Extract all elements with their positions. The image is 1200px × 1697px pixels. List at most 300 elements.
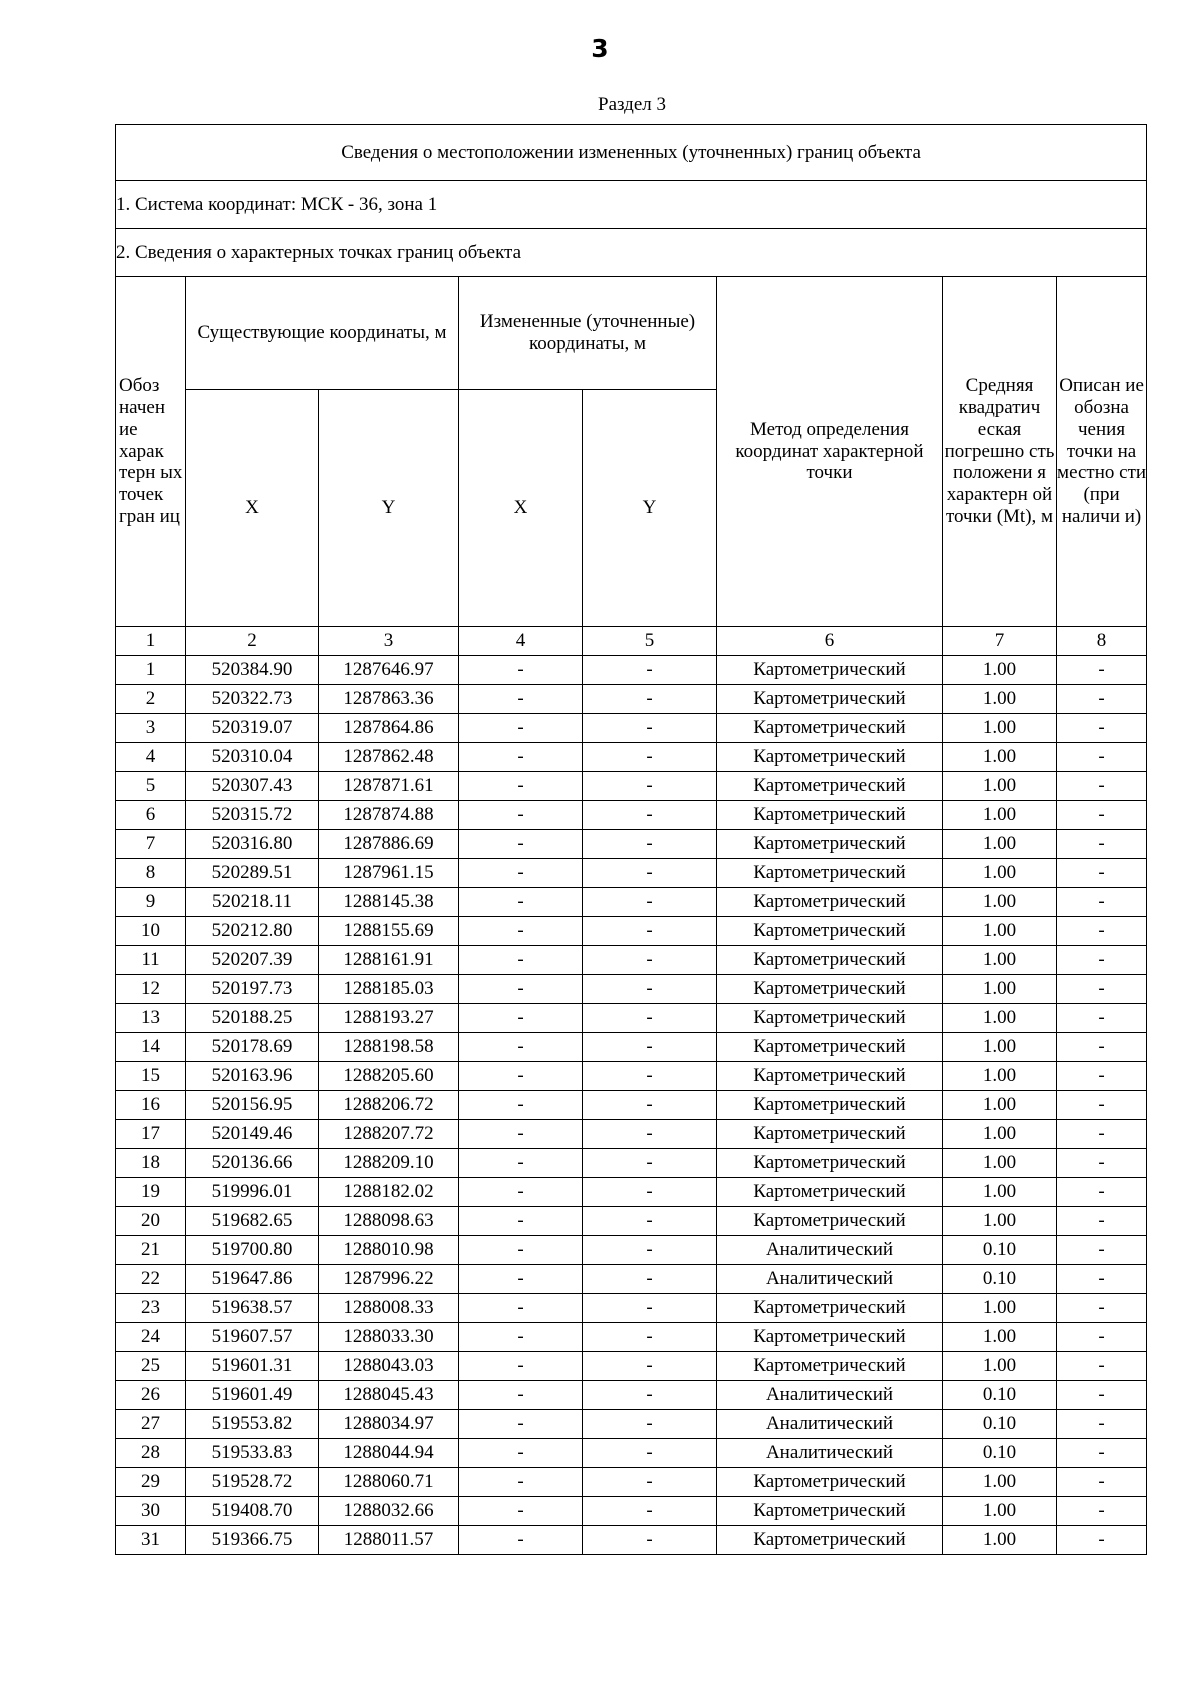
cell-accuracy: 1.00 bbox=[943, 975, 1057, 1004]
table-row bbox=[116, 1265, 1147, 1294]
column-number: 8 bbox=[1057, 627, 1147, 656]
cell-description: - bbox=[1057, 1439, 1147, 1468]
cell-method: Картометрический bbox=[717, 859, 943, 888]
cell-changed-y: - bbox=[583, 1236, 717, 1265]
table-row bbox=[116, 1120, 1147, 1149]
cell-existing-x: 519601.49 bbox=[186, 1381, 319, 1410]
cell-existing-y: 1287863.36 bbox=[319, 685, 459, 714]
cell-description: - bbox=[1057, 1294, 1147, 1323]
cell-method: Картометрический bbox=[717, 1352, 943, 1381]
cell-description: - bbox=[1057, 1207, 1147, 1236]
header-description: Описан ие обозна чения точки на местно сти (при наличи и) bbox=[1057, 277, 1147, 627]
cell-existing-y: 1287862.48 bbox=[319, 743, 459, 772]
table-body bbox=[116, 656, 1147, 1555]
cell-point-number: 7 bbox=[116, 830, 186, 859]
cell-existing-x: 520319.07 bbox=[186, 714, 319, 743]
cell-description: - bbox=[1057, 1352, 1147, 1381]
cell-method: Картометрический bbox=[717, 1120, 943, 1149]
table-row bbox=[116, 830, 1147, 859]
column-number: 5 bbox=[583, 627, 717, 656]
cell-accuracy: 0.10 bbox=[943, 1381, 1057, 1410]
cell-point-number: 20 bbox=[116, 1207, 186, 1236]
header-existing-coordinates: Существующие координаты, м bbox=[186, 277, 459, 390]
cell-method: Картометрический bbox=[717, 1526, 943, 1555]
cell-method: Картометрический bbox=[717, 714, 943, 743]
cell-description: - bbox=[1057, 1265, 1147, 1294]
column-numbers-row bbox=[116, 627, 1147, 656]
header-changed-coordinates: Измененные (уточненные) координаты, м bbox=[459, 277, 717, 390]
cell-accuracy: 1.00 bbox=[943, 743, 1057, 772]
cell-changed-x: - bbox=[459, 830, 583, 859]
cell-existing-y: 1288043.03 bbox=[319, 1352, 459, 1381]
cell-method: Картометрический bbox=[717, 917, 943, 946]
cell-description: - bbox=[1057, 743, 1147, 772]
cell-changed-y: - bbox=[583, 1526, 717, 1555]
cell-accuracy: 1.00 bbox=[943, 1294, 1057, 1323]
cell-point-number: 3 bbox=[116, 714, 186, 743]
cell-existing-x: 519533.83 bbox=[186, 1439, 319, 1468]
cell-point-number: 21 bbox=[116, 1236, 186, 1265]
cell-point-number: 8 bbox=[116, 859, 186, 888]
cell-method: Картометрический bbox=[717, 772, 943, 801]
cell-changed-y: - bbox=[583, 1178, 717, 1207]
cell-description: - bbox=[1057, 1120, 1147, 1149]
cell-accuracy: 1.00 bbox=[943, 656, 1057, 685]
cell-method: Картометрический bbox=[717, 975, 943, 1004]
cell-point-number: 24 bbox=[116, 1323, 186, 1352]
cell-point-number: 14 bbox=[116, 1033, 186, 1062]
cell-existing-y: 1288098.63 bbox=[319, 1207, 459, 1236]
table-row bbox=[116, 1294, 1147, 1323]
cell-point-number: 27 bbox=[116, 1410, 186, 1439]
cell-existing-x: 520178.69 bbox=[186, 1033, 319, 1062]
cell-description: - bbox=[1057, 1062, 1147, 1091]
cell-changed-x: - bbox=[459, 656, 583, 685]
cell-changed-x: - bbox=[459, 1149, 583, 1178]
cell-changed-x: - bbox=[459, 1294, 583, 1323]
cell-method: Картометрический bbox=[717, 1497, 943, 1526]
cell-description: - bbox=[1057, 975, 1147, 1004]
cell-description: - bbox=[1057, 1091, 1147, 1120]
cell-existing-x: 519638.57 bbox=[186, 1294, 319, 1323]
cell-existing-x: 519408.70 bbox=[186, 1497, 319, 1526]
cell-changed-y: - bbox=[583, 1497, 717, 1526]
boundary-points-table bbox=[115, 124, 1147, 1555]
section-label: Раздел 3 bbox=[598, 94, 666, 115]
cell-accuracy: 1.00 bbox=[943, 772, 1057, 801]
header-changed-y: Y bbox=[583, 390, 717, 627]
cell-existing-x: 520384.90 bbox=[186, 656, 319, 685]
cell-accuracy: 1.00 bbox=[943, 1352, 1057, 1381]
cell-method: Аналитический bbox=[717, 1265, 943, 1294]
table-row bbox=[116, 1207, 1147, 1236]
points-info-heading: 2. Сведения о характерных точках границ объекта bbox=[116, 229, 1147, 277]
cell-existing-y: 1288185.03 bbox=[319, 975, 459, 1004]
cell-method: Картометрический bbox=[717, 946, 943, 975]
cell-existing-x: 519553.82 bbox=[186, 1410, 319, 1439]
cell-changed-y: - bbox=[583, 975, 717, 1004]
cell-existing-y: 1287646.97 bbox=[319, 656, 459, 685]
cell-changed-y: - bbox=[583, 1004, 717, 1033]
cell-accuracy: 1.00 bbox=[943, 801, 1057, 830]
cell-changed-x: - bbox=[459, 772, 583, 801]
header-accuracy: Средняя квадратич еская погрешно сть положени я характерн ой точки (Mt), м bbox=[943, 277, 1057, 627]
cell-accuracy: 1.00 bbox=[943, 830, 1057, 859]
table-row bbox=[116, 1004, 1147, 1033]
cell-existing-x: 520149.46 bbox=[186, 1120, 319, 1149]
cell-changed-y: - bbox=[583, 1149, 717, 1178]
cell-description: - bbox=[1057, 1236, 1147, 1265]
cell-changed-y: - bbox=[583, 1468, 717, 1497]
cell-method: Картометрический bbox=[717, 1294, 943, 1323]
cell-changed-x: - bbox=[459, 1207, 583, 1236]
cell-existing-x: 519601.31 bbox=[186, 1352, 319, 1381]
cell-point-number: 26 bbox=[116, 1381, 186, 1410]
cell-description: - bbox=[1057, 1526, 1147, 1555]
cell-method: Картометрический bbox=[717, 656, 943, 685]
cell-changed-x: - bbox=[459, 1236, 583, 1265]
cell-changed-x: - bbox=[459, 1265, 583, 1294]
cell-accuracy: 1.00 bbox=[943, 1033, 1057, 1062]
cell-changed-x: - bbox=[459, 1410, 583, 1439]
cell-existing-x: 520289.51 bbox=[186, 859, 319, 888]
cell-accuracy: 0.10 bbox=[943, 1439, 1057, 1468]
cell-changed-y: - bbox=[583, 1323, 717, 1352]
table-row bbox=[116, 859, 1147, 888]
cell-changed-x: - bbox=[459, 1091, 583, 1120]
cell-description: - bbox=[1057, 1468, 1147, 1497]
cell-description: - bbox=[1057, 714, 1147, 743]
cell-existing-y: 1287961.15 bbox=[319, 859, 459, 888]
cell-changed-y: - bbox=[583, 1381, 717, 1410]
table-row bbox=[116, 656, 1147, 685]
cell-description: - bbox=[1057, 1178, 1147, 1207]
cell-method: Аналитический bbox=[717, 1236, 943, 1265]
cell-changed-x: - bbox=[459, 1439, 583, 1468]
cell-point-number: 23 bbox=[116, 1294, 186, 1323]
cell-point-number: 29 bbox=[116, 1468, 186, 1497]
cell-existing-x: 520316.80 bbox=[186, 830, 319, 859]
cell-existing-y: 1288008.33 bbox=[319, 1294, 459, 1323]
cell-changed-x: - bbox=[459, 714, 583, 743]
cell-changed-y: - bbox=[583, 1439, 717, 1468]
header-existing-y: Y bbox=[319, 390, 459, 627]
cell-description: - bbox=[1057, 772, 1147, 801]
cell-changed-x: - bbox=[459, 946, 583, 975]
cell-point-number: 25 bbox=[116, 1352, 186, 1381]
cell-changed-y: - bbox=[583, 1033, 717, 1062]
table-row bbox=[116, 1149, 1147, 1178]
table-row bbox=[116, 685, 1147, 714]
cell-description: - bbox=[1057, 1497, 1147, 1526]
cell-existing-y: 1288045.43 bbox=[319, 1381, 459, 1410]
cell-accuracy: 1.00 bbox=[943, 1004, 1057, 1033]
cell-accuracy: 1.00 bbox=[943, 1091, 1057, 1120]
cell-changed-x: - bbox=[459, 859, 583, 888]
cell-point-number: 11 bbox=[116, 946, 186, 975]
cell-description: - bbox=[1057, 859, 1147, 888]
header-method: Метод определения координат характерной точки bbox=[717, 277, 943, 627]
cell-point-number: 31 bbox=[116, 1526, 186, 1555]
table-row bbox=[116, 946, 1147, 975]
cell-existing-y: 1288206.72 bbox=[319, 1091, 459, 1120]
cell-changed-x: - bbox=[459, 685, 583, 714]
table-row bbox=[116, 1410, 1147, 1439]
cell-changed-y: - bbox=[583, 743, 717, 772]
cell-changed-y: - bbox=[583, 946, 717, 975]
table-row bbox=[116, 1033, 1147, 1062]
cell-changed-y: - bbox=[583, 1062, 717, 1091]
cell-accuracy: 1.00 bbox=[943, 1526, 1057, 1555]
cell-point-number: 18 bbox=[116, 1149, 186, 1178]
column-number: 1 bbox=[116, 627, 186, 656]
cell-existing-x: 520218.11 bbox=[186, 888, 319, 917]
cell-changed-y: - bbox=[583, 1120, 717, 1149]
cell-method: Картометрический bbox=[717, 1033, 943, 1062]
cell-changed-y: - bbox=[583, 714, 717, 743]
table-row bbox=[116, 743, 1147, 772]
cell-existing-y: 1288182.02 bbox=[319, 1178, 459, 1207]
table-row bbox=[116, 1497, 1147, 1526]
cell-accuracy: 1.00 bbox=[943, 714, 1057, 743]
cell-changed-y: - bbox=[583, 772, 717, 801]
cell-accuracy: 1.00 bbox=[943, 1497, 1057, 1526]
table-row bbox=[116, 917, 1147, 946]
cell-changed-x: - bbox=[459, 1004, 583, 1033]
cell-changed-y: - bbox=[583, 1091, 717, 1120]
cell-changed-y: - bbox=[583, 888, 717, 917]
cell-changed-y: - bbox=[583, 1352, 717, 1381]
column-number: 4 bbox=[459, 627, 583, 656]
cell-description: - bbox=[1057, 888, 1147, 917]
cell-existing-x: 519700.80 bbox=[186, 1236, 319, 1265]
cell-existing-y: 1288145.38 bbox=[319, 888, 459, 917]
table-row bbox=[116, 1381, 1147, 1410]
column-number: 3 bbox=[319, 627, 459, 656]
table-title: Сведения о местоположении измененных (уточненных) границ объекта bbox=[116, 125, 1147, 181]
cell-changed-y: - bbox=[583, 830, 717, 859]
cell-description: - bbox=[1057, 1004, 1147, 1033]
cell-existing-x: 520310.04 bbox=[186, 743, 319, 772]
cell-existing-y: 1287874.88 bbox=[319, 801, 459, 830]
table-row bbox=[116, 975, 1147, 1004]
cell-method: Картометрический bbox=[717, 888, 943, 917]
cell-accuracy: 0.10 bbox=[943, 1265, 1057, 1294]
cell-existing-x: 519996.01 bbox=[186, 1178, 319, 1207]
cell-description: - bbox=[1057, 917, 1147, 946]
cell-existing-y: 1288034.97 bbox=[319, 1410, 459, 1439]
cell-existing-x: 520307.43 bbox=[186, 772, 319, 801]
cell-changed-y: - bbox=[583, 859, 717, 888]
cell-method: Картометрический bbox=[717, 1004, 943, 1033]
cell-changed-x: - bbox=[459, 1381, 583, 1410]
cell-accuracy: 1.00 bbox=[943, 1207, 1057, 1236]
header-point-designation: Обоз начен ие харак терн ых точек гран иц bbox=[116, 277, 186, 627]
cell-method: Картометрический bbox=[717, 1091, 943, 1120]
coordinate-system: 1. Система координат: МСК - 36, зона 1 bbox=[116, 181, 1147, 229]
cell-point-number: 15 bbox=[116, 1062, 186, 1091]
cell-description: - bbox=[1057, 1323, 1147, 1352]
cell-point-number: 5 bbox=[116, 772, 186, 801]
cell-point-number: 22 bbox=[116, 1265, 186, 1294]
cell-existing-y: 1288198.58 bbox=[319, 1033, 459, 1062]
table-row bbox=[116, 801, 1147, 830]
cell-changed-y: - bbox=[583, 1207, 717, 1236]
cell-existing-y: 1288193.27 bbox=[319, 1004, 459, 1033]
cell-description: - bbox=[1057, 685, 1147, 714]
cell-changed-x: - bbox=[459, 975, 583, 1004]
cell-point-number: 13 bbox=[116, 1004, 186, 1033]
table-row bbox=[116, 1439, 1147, 1468]
cell-point-number: 28 bbox=[116, 1439, 186, 1468]
cell-changed-y: - bbox=[583, 1294, 717, 1323]
cell-method: Аналитический bbox=[717, 1439, 943, 1468]
cell-accuracy: 1.00 bbox=[943, 1062, 1057, 1091]
cell-accuracy: 1.00 bbox=[943, 1323, 1057, 1352]
cell-accuracy: 1.00 bbox=[943, 888, 1057, 917]
cell-accuracy: 1.00 bbox=[943, 859, 1057, 888]
cell-existing-y: 1287871.61 bbox=[319, 772, 459, 801]
cell-existing-y: 1288155.69 bbox=[319, 917, 459, 946]
cell-description: - bbox=[1057, 830, 1147, 859]
table-row bbox=[116, 1091, 1147, 1120]
cell-method: Картометрический bbox=[717, 1207, 943, 1236]
header-existing-x: X bbox=[186, 390, 319, 627]
cell-changed-x: - bbox=[459, 888, 583, 917]
cell-method: Картометрический bbox=[717, 1062, 943, 1091]
cell-method: Аналитический bbox=[717, 1381, 943, 1410]
cell-existing-y: 1288044.94 bbox=[319, 1439, 459, 1468]
table-row bbox=[116, 888, 1147, 917]
cell-existing-y: 1288033.30 bbox=[319, 1323, 459, 1352]
cell-description: - bbox=[1057, 1033, 1147, 1062]
cell-existing-x: 520207.39 bbox=[186, 946, 319, 975]
cell-accuracy: 1.00 bbox=[943, 1120, 1057, 1149]
cell-changed-y: - bbox=[583, 656, 717, 685]
cell-existing-x: 520322.73 bbox=[186, 685, 319, 714]
cell-existing-x: 519366.75 bbox=[186, 1526, 319, 1555]
cell-existing-x: 520163.96 bbox=[186, 1062, 319, 1091]
cell-method: Аналитический bbox=[717, 1410, 943, 1439]
cell-description: - bbox=[1057, 946, 1147, 975]
column-number: 7 bbox=[943, 627, 1057, 656]
cell-existing-x: 519607.57 bbox=[186, 1323, 319, 1352]
cell-point-number: 4 bbox=[116, 743, 186, 772]
table-row bbox=[116, 1323, 1147, 1352]
cell-existing-y: 1288010.98 bbox=[319, 1236, 459, 1265]
cell-existing-x: 520136.66 bbox=[186, 1149, 319, 1178]
header-changed-x: X bbox=[459, 390, 583, 627]
cell-changed-x: - bbox=[459, 1062, 583, 1091]
table-row bbox=[116, 1178, 1147, 1207]
cell-existing-x: 520188.25 bbox=[186, 1004, 319, 1033]
cell-method: Картометрический bbox=[717, 685, 943, 714]
cell-method: Картометрический bbox=[717, 1178, 943, 1207]
table-row bbox=[116, 1352, 1147, 1381]
cell-existing-x: 520212.80 bbox=[186, 917, 319, 946]
cell-changed-x: - bbox=[459, 917, 583, 946]
cell-accuracy: 1.00 bbox=[943, 685, 1057, 714]
table-row bbox=[116, 1468, 1147, 1497]
page-number: 3 bbox=[591, 34, 609, 63]
cell-changed-y: - bbox=[583, 685, 717, 714]
cell-existing-y: 1288205.60 bbox=[319, 1062, 459, 1091]
cell-existing-y: 1288209.10 bbox=[319, 1149, 459, 1178]
cell-point-number: 17 bbox=[116, 1120, 186, 1149]
cell-method: Картометрический bbox=[717, 830, 943, 859]
cell-changed-x: - bbox=[459, 801, 583, 830]
cell-point-number: 19 bbox=[116, 1178, 186, 1207]
cell-accuracy: 0.10 bbox=[943, 1236, 1057, 1265]
cell-accuracy: 0.10 bbox=[943, 1410, 1057, 1439]
cell-point-number: 9 bbox=[116, 888, 186, 917]
cell-changed-x: - bbox=[459, 1352, 583, 1381]
cell-accuracy: 1.00 bbox=[943, 1149, 1057, 1178]
cell-changed-x: - bbox=[459, 1497, 583, 1526]
cell-description: - bbox=[1057, 801, 1147, 830]
cell-existing-x: 520315.72 bbox=[186, 801, 319, 830]
cell-changed-x: - bbox=[459, 1526, 583, 1555]
cell-point-number: 1 bbox=[116, 656, 186, 685]
cell-point-number: 6 bbox=[116, 801, 186, 830]
cell-existing-y: 1288060.71 bbox=[319, 1468, 459, 1497]
cell-existing-y: 1288011.57 bbox=[319, 1526, 459, 1555]
cell-accuracy: 1.00 bbox=[943, 917, 1057, 946]
cell-existing-x: 520156.95 bbox=[186, 1091, 319, 1120]
table-row bbox=[116, 1526, 1147, 1555]
cell-existing-y: 1287864.86 bbox=[319, 714, 459, 743]
cell-point-number: 2 bbox=[116, 685, 186, 714]
cell-accuracy: 1.00 bbox=[943, 1468, 1057, 1497]
cell-accuracy: 1.00 bbox=[943, 946, 1057, 975]
cell-accuracy: 1.00 bbox=[943, 1178, 1057, 1207]
cell-changed-x: - bbox=[459, 1120, 583, 1149]
cell-changed-x: - bbox=[459, 1033, 583, 1062]
table-row bbox=[116, 772, 1147, 801]
column-number: 2 bbox=[186, 627, 319, 656]
cell-changed-y: - bbox=[583, 801, 717, 830]
cell-existing-x: 519528.72 bbox=[186, 1468, 319, 1497]
cell-method: Картометрический bbox=[717, 743, 943, 772]
cell-point-number: 10 bbox=[116, 917, 186, 946]
cell-changed-y: - bbox=[583, 917, 717, 946]
cell-changed-x: - bbox=[459, 1468, 583, 1497]
table-row bbox=[116, 714, 1147, 743]
cell-point-number: 30 bbox=[116, 1497, 186, 1526]
cell-changed-x: - bbox=[459, 1323, 583, 1352]
cell-existing-x: 519647.86 bbox=[186, 1265, 319, 1294]
cell-existing-y: 1288207.72 bbox=[319, 1120, 459, 1149]
cell-changed-x: - bbox=[459, 743, 583, 772]
cell-description: - bbox=[1057, 656, 1147, 685]
column-number: 6 bbox=[717, 627, 943, 656]
cell-existing-y: 1288032.66 bbox=[319, 1497, 459, 1526]
cell-changed-y: - bbox=[583, 1410, 717, 1439]
table-row bbox=[116, 1062, 1147, 1091]
cell-method: Картометрический bbox=[717, 1468, 943, 1497]
cell-changed-x: - bbox=[459, 1178, 583, 1207]
cell-description: - bbox=[1057, 1410, 1147, 1439]
cell-description: - bbox=[1057, 1381, 1147, 1410]
cell-point-number: 12 bbox=[116, 975, 186, 1004]
cell-existing-y: 1288161.91 bbox=[319, 946, 459, 975]
cell-method: Картометрический bbox=[717, 1323, 943, 1352]
cell-changed-y: - bbox=[583, 1265, 717, 1294]
cell-description: - bbox=[1057, 1149, 1147, 1178]
cell-method: Картометрический bbox=[717, 1149, 943, 1178]
cell-existing-x: 520197.73 bbox=[186, 975, 319, 1004]
cell-existing-y: 1287996.22 bbox=[319, 1265, 459, 1294]
